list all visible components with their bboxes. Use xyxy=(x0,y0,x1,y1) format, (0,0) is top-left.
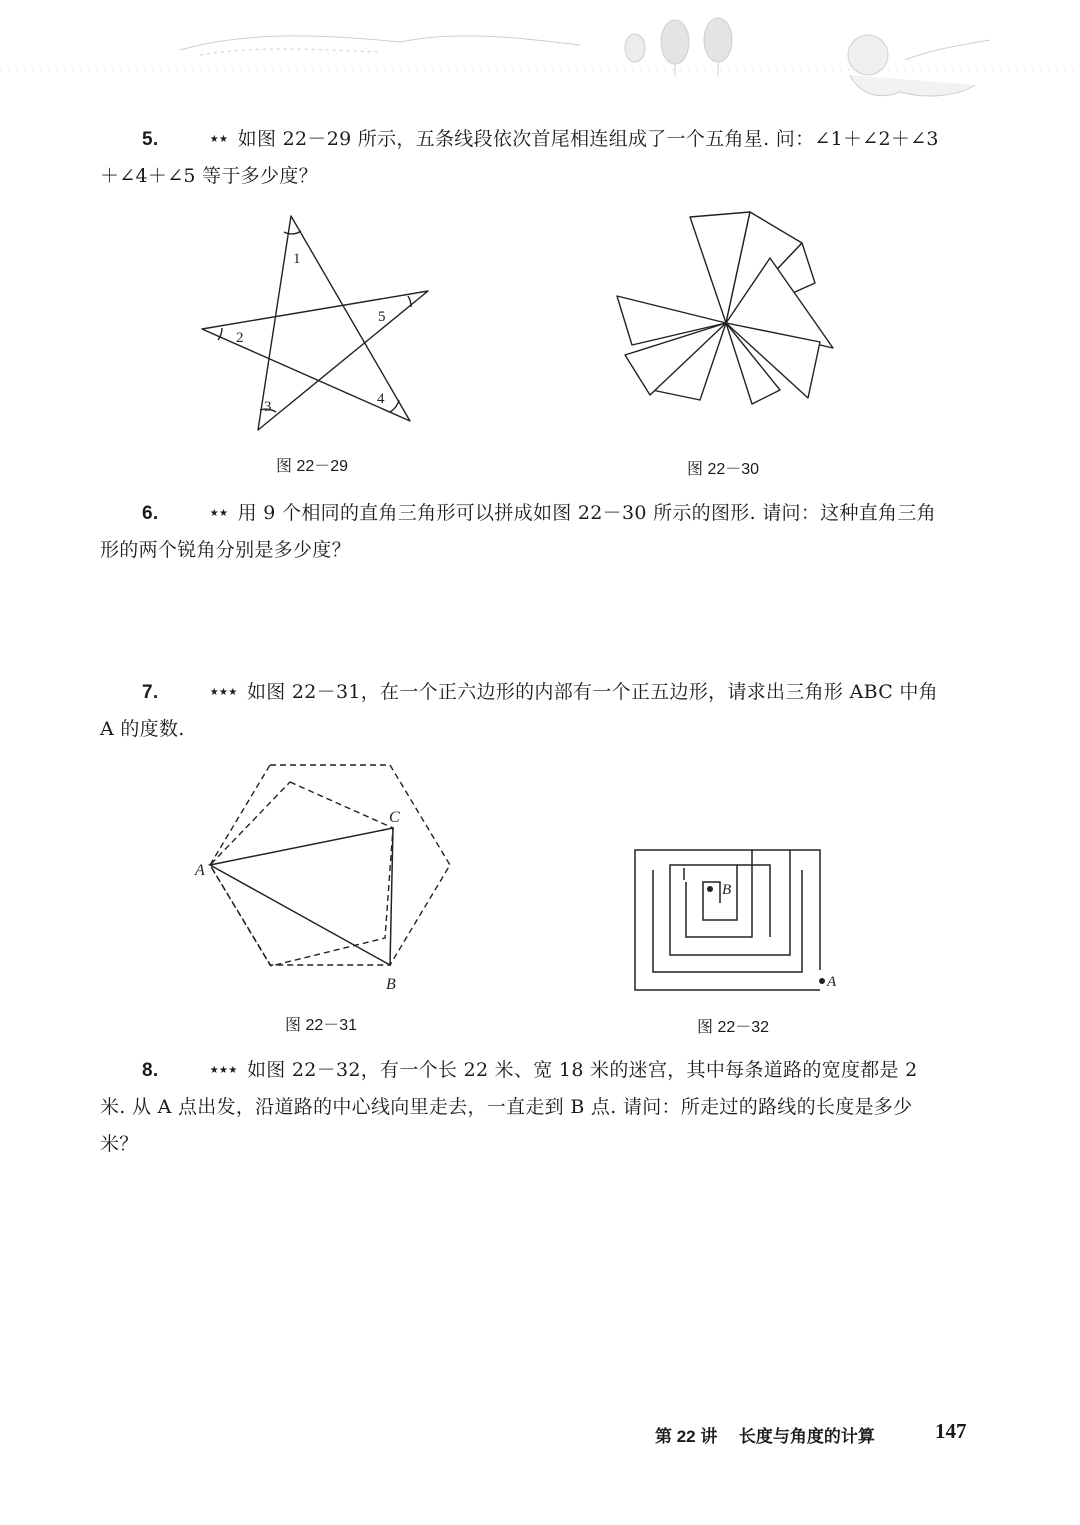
angle-label-5: 5 xyxy=(378,309,386,325)
vertex-label-c: C xyxy=(389,809,400,826)
angle-label-3: 3 xyxy=(264,399,272,415)
maze-label-b: B xyxy=(722,882,732,898)
page-number: 147 xyxy=(935,1419,967,1443)
question-number: 6. xyxy=(142,503,159,524)
figure-22-29-pentagram xyxy=(195,210,435,440)
vertex-label-a: A xyxy=(195,862,205,879)
maze-label-a: A xyxy=(827,974,837,990)
figure-22-31-hexagon-pentagon xyxy=(190,755,460,995)
question-text: 用 9 个相同的直角三角形可以拼成如图 22－30 所示的图形. 请问：这种直角三角形的两个锐角分别是多少度？ xyxy=(100,502,936,561)
header-decoration xyxy=(0,0,1080,130)
question-text: 如图 22－32，有一个长 22 米、宽 18 米的迷宫，其中每条道路的宽度都是 2 米. 从 A 点出发，沿道路的中心线向里走去，一直走到 B 点. 请问：所走过的路线的长度是多少米？ xyxy=(100,1059,918,1155)
figure-22-32-maze xyxy=(625,840,845,1000)
question-text: 如图 22－29 所示，五条线段依次首尾相连组成了一个五角星. 问：∠1＋∠2＋∠3＋∠4＋∠5 等于多少度？ xyxy=(100,128,939,187)
angle-label-1: 1 xyxy=(293,251,301,267)
question-6 xyxy=(100,495,942,569)
difficulty-stars-icon: ★★★ xyxy=(209,1065,238,1076)
figure-22-30-pinwheel xyxy=(610,205,840,405)
footer-lecture xyxy=(655,1422,875,1447)
question-number: 7. xyxy=(142,682,159,703)
lecture-number: 第 22 讲 xyxy=(655,1427,718,1446)
difficulty-stars-icon: ★★ xyxy=(209,134,229,145)
difficulty-stars-icon: ★★ xyxy=(209,508,229,519)
caption-22-29: 图 22－29 xyxy=(276,458,349,475)
question-8 xyxy=(100,1052,942,1163)
caption-22-31: 图 22－31 xyxy=(285,1017,358,1034)
question-text: 如图 22－31，在一个正六边形的内部有一个正五边形，请求出三角形 ABC 中角 A 的度数. xyxy=(100,681,938,740)
caption-22-32: 图 22－32 xyxy=(697,1019,770,1036)
caption-22-30: 图 22－30 xyxy=(687,461,760,478)
question-number: 8. xyxy=(142,1060,159,1081)
angle-label-4: 4 xyxy=(377,391,385,407)
angle-1-arc xyxy=(284,231,301,234)
question-5 xyxy=(100,121,942,195)
question-7 xyxy=(100,674,942,748)
triangle-abc xyxy=(210,828,393,965)
question-number: 5. xyxy=(142,129,159,150)
regular-hexagon xyxy=(210,765,450,965)
difficulty-stars-icon: ★★★ xyxy=(209,687,238,698)
point-a-dot xyxy=(819,978,825,984)
point-b-dot xyxy=(707,886,713,892)
angle-4-arc xyxy=(390,400,399,412)
vertex-label-b: B xyxy=(386,976,396,993)
pentagram-outline xyxy=(202,216,428,430)
regular-pentagon xyxy=(210,782,393,966)
lecture-title: 长度与角度的计算 xyxy=(738,1427,875,1446)
angle-label-2: 2 xyxy=(236,330,244,346)
